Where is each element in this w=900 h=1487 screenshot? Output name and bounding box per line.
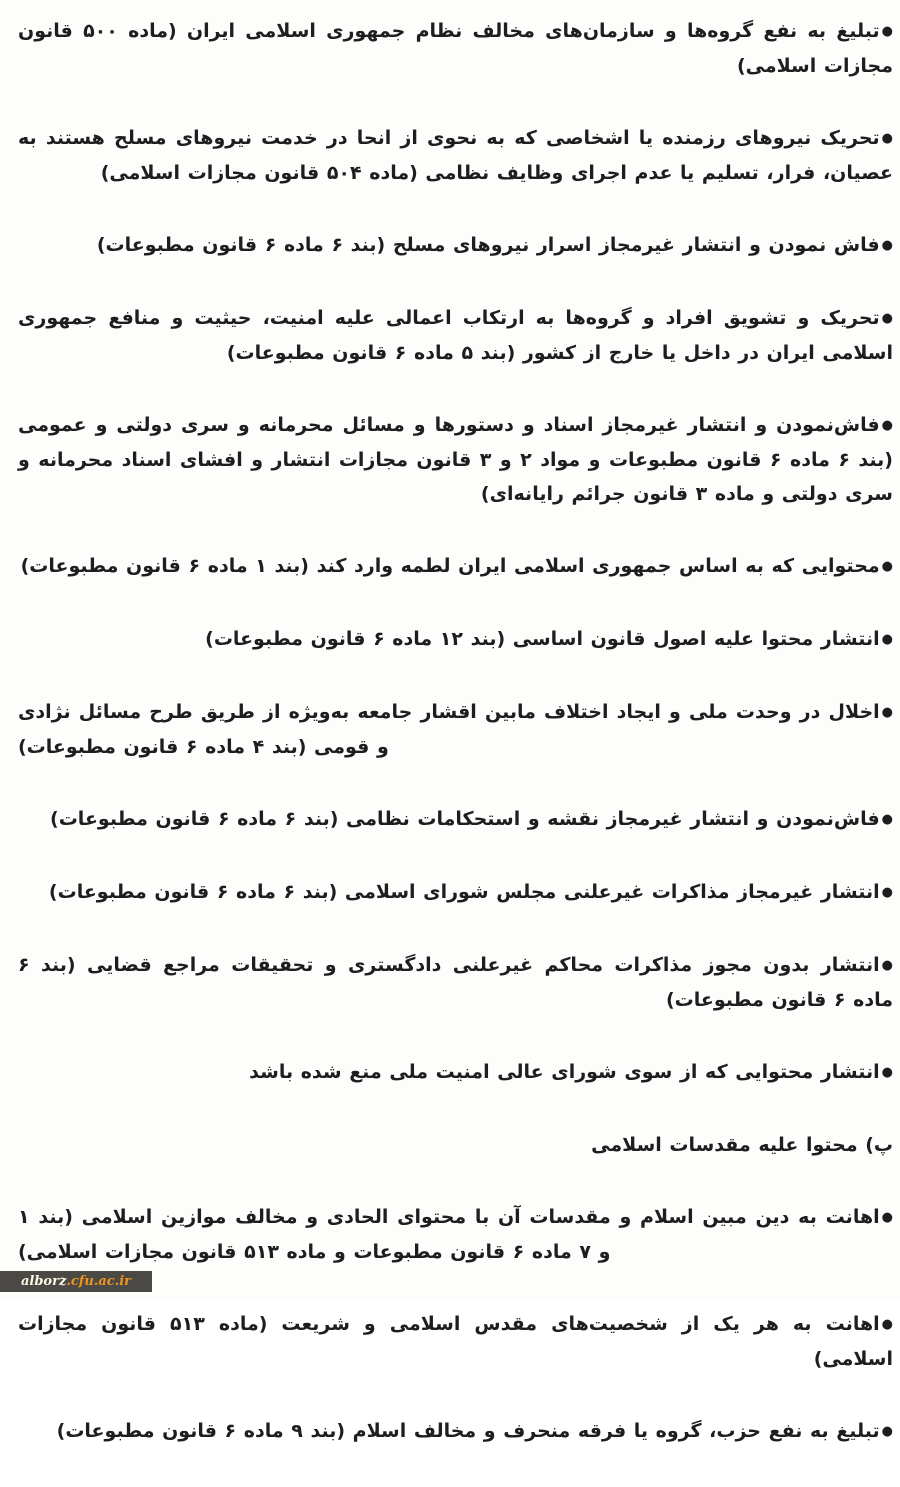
bullet-icon: ●: [881, 238, 893, 253]
list-item: [18, 695, 893, 764]
bullet-icon: ●: [881, 632, 893, 647]
list-item-text: اخلال در وحدت ملی و ایجاد اختلاف مابین اقشار جامعه به‌ویژه از طریق طرح مسائل نژادی و قومی (بند ۴ ماده ۶ قانون مطبوعات): [18, 701, 880, 758]
list-item-text: انتشار بدون مجوز مذاکرات محاکم غیرعلنی دادگستری و تحقیقات مراجع قضایی (بند ۶ ماده ۶ قانون مطبوعات): [18, 954, 893, 1011]
bullet-icon: ●: [881, 418, 893, 433]
list-item: [18, 1307, 893, 1376]
list-item: [18, 228, 893, 263]
list-item-text: انتشار محتوایی که از سوی شورای عالی امنیت ملی منع شده باشد: [249, 1061, 880, 1083]
list-item-text: اهانت به هر یک از شخصیت‌های مقدس اسلامی و شریعت (ماده ۵۱۳ قانون مجازات اسلامی): [18, 1313, 893, 1370]
bullet-icon: ●: [881, 885, 893, 900]
list-item: [18, 121, 893, 190]
list-item-text: تبلیغ به نفع گروه‌ها و سازمان‌های مخالف نظام جمهوری اسلامی ایران (ماده ۵۰۰ قانون مجازات اسلامی): [18, 20, 893, 77]
bullet-icon: ●: [881, 24, 894, 39]
list-item-text: فاش نمودن و انتشار غیرمجاز اسرار نیروهای مسلح (بند ۶ ماده ۶ قانون مطبوعات): [96, 234, 880, 256]
watermark-site-prefix: alborz: [20, 1274, 67, 1289]
list-item-text: تحریک نیروهای رزمنده یا اشخاصی که به نحوی از انحا در خدمت نیروهای مسلح هستند به عصیان، فرار، تسلیم یا عدم اجرای وظایف نظامی (ماده ۵۰۴ قانون مجازات اسلامی): [18, 127, 893, 184]
list-item: [18, 948, 893, 1017]
bullet-icon: ●: [881, 1424, 893, 1439]
list-item: [18, 1055, 893, 1090]
list-item: [18, 875, 893, 910]
list-item-text: تحریک و تشویق افراد و گروه‌ها به ارتکاب اعمالی علیه امنیت، حیثیت و منافع جمهوری اسلامی ایران در داخل یا خارج از کشور (بند ۵ ماده ۶ قانون مطبوعات): [18, 307, 893, 364]
document-content: [18, 14, 893, 1487]
section-heading: پ) محتوا علیه مقدسات اسلامی: [591, 1134, 893, 1156]
bullet-icon: ●: [881, 1317, 893, 1332]
list-item-text: اهانت به دین مبین اسلام و مقدسات آن با محتوای الحادی و مخالف موازین اسلامی (بند ۱ و ۷ ماده ۶ قانون مطبوعات و ماده ۵۱۳ قانون مجازات اسلامی): [18, 1206, 880, 1263]
bullet-icon: ●: [881, 1065, 893, 1080]
bullet-icon: ●: [881, 131, 893, 146]
list-item: [18, 622, 893, 657]
list-item-text: انتشار غیرمجاز مذاکرات غیرعلنی مجلس شورای اسلامی (بند ۶ ماده ۶ قانون مطبوعات): [48, 881, 880, 903]
list-item: [18, 1200, 893, 1269]
list-item-text: محتوایی که به اساس جمهوری اسلامی ایران لطمه وارد کند (بند ۱ ماده ۶ قانون مطبوعات): [20, 555, 880, 577]
watermark-site-suffix: .cfu.ac.ir: [66, 1274, 132, 1289]
bullet-icon: ●: [881, 958, 893, 973]
bullet-icon: ●: [881, 1210, 893, 1225]
list-item-text: فاش‌نمودن و انتشار غیرمجاز اسناد و دستورها و مسائل محرمانه و سری دولتی و عمومی (بند ۶ ماده ۶ قانون مطبوعات و مواد ۲ و ۳ قانون مجازات انتشار و افشای اسناد محرمانه و سری دولتی و ماده ۳ قانون جرائم رایانه‌ای): [18, 414, 893, 505]
bullet-icon: ●: [881, 311, 893, 326]
list-item: [18, 802, 893, 837]
list-item: [18, 14, 893, 83]
list-item: [18, 1414, 893, 1449]
list-item-text: انتشار محتوا علیه اصول قانون اساسی (بند ۱۲ ماده ۶ قانون مطبوعات): [205, 628, 880, 650]
list-item: [18, 408, 893, 511]
bullet-icon: ●: [881, 705, 893, 720]
watermark-badge: [0, 1271, 152, 1292]
list-item-text: فاش‌نمودن و انتشار غیرمجاز نقشه و استحکامات نظامی (بند ۶ ماده ۶ قانون مطبوعات): [50, 808, 880, 830]
list-item-text: تبلیغ به نفع حزب، گروه یا فرقه منحرف و مخالف اسلام (بند ۹ ماده ۶ قانون مطبوعات): [56, 1420, 880, 1442]
list-item: [18, 549, 893, 584]
list-item: [18, 301, 893, 370]
bullet-icon: ●: [881, 812, 893, 827]
bullet-icon: ●: [881, 559, 893, 574]
